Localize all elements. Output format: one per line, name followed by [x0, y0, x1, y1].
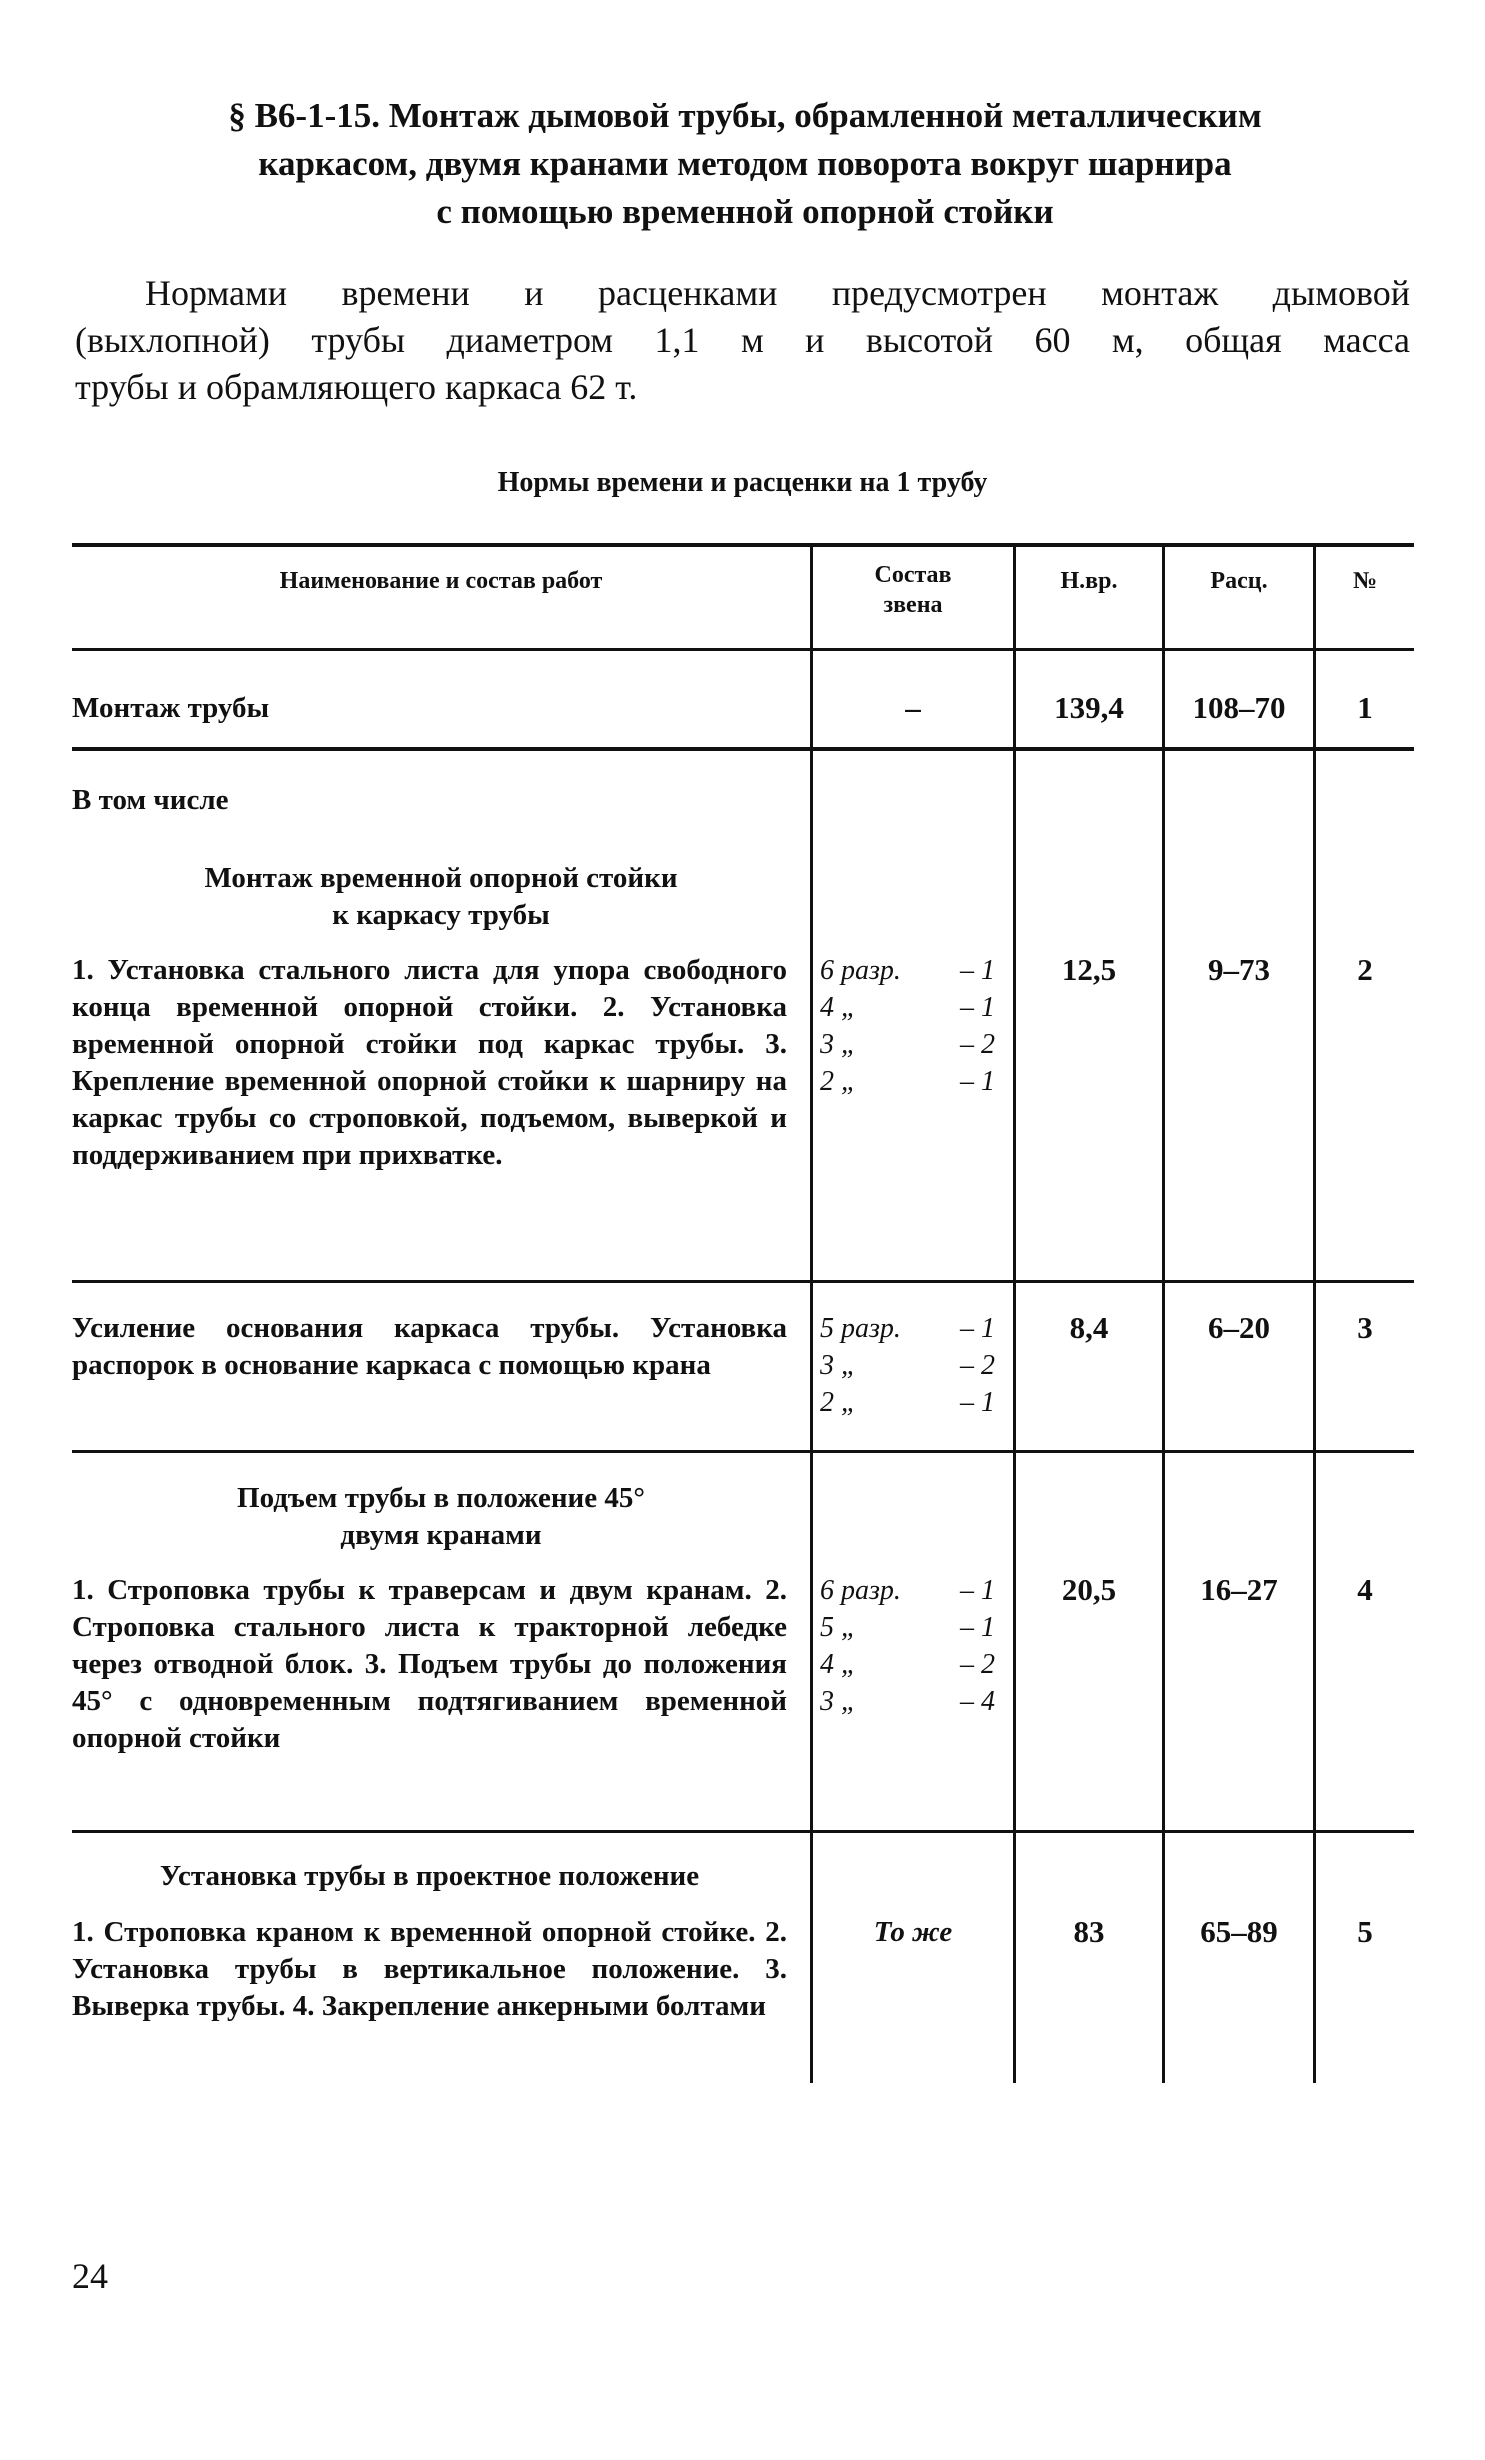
header-crew: [813, 560, 1013, 620]
row4-subheading-line-1: Подъем трубы в положение 45°: [237, 1482, 645, 1514]
table-rule-main: [72, 747, 1414, 751]
row2-subheading-line-2: к каркасу трубы: [332, 899, 550, 931]
table-rule-top: [72, 543, 1414, 547]
table-rule-header: [72, 648, 1414, 651]
row2-number: 2: [1357, 952, 1373, 987]
row2-description: 1. Установка стального листа для упора свободного конца временной опорной стойки. 2. Установка временной опорной стойки под каркас трубы. 3. Крепление временной опорной стойки к шарниру на каркас трубы со строповкой, подъемом, выверкой и поддерживанием при прихватке.: [72, 954, 787, 1171]
row4-subheading-line-2: двумя кранами: [340, 1519, 542, 1551]
header-rate: Расц.: [1210, 568, 1268, 594]
row3-crew: [820, 1310, 995, 1421]
row-main-crew: –: [905, 690, 921, 725]
row4-crew-item: 4 „ – 2: [820, 1649, 995, 1680]
row2-crew-item: 3 „ – 2: [820, 1029, 995, 1060]
row5-norm: 83: [1073, 1914, 1105, 1949]
row2-crew-item: 6 разр. – 1: [820, 955, 995, 986]
row4-norm: 20,5: [1061, 1572, 1117, 1607]
header-number: №: [1352, 568, 1378, 594]
page-number: 24: [72, 2256, 108, 2296]
including-label: В том числе: [72, 784, 229, 816]
row-main-name: Монтаж трубы: [72, 692, 270, 724]
table-rule-row4: [72, 1830, 1414, 1833]
row-main-number: 1: [1357, 690, 1373, 725]
row-main-norm: 139,4: [1054, 690, 1124, 725]
table-caption: Нормы времени и расценки на 1 трубу: [497, 467, 988, 498]
table-rule-row2: [72, 1280, 1414, 1283]
row3-norm: 8,4: [1069, 1310, 1109, 1345]
row2-norm: 12,5: [1061, 952, 1117, 987]
section-title: [110, 92, 1380, 236]
row5-subheading: Установка трубы в проектное положение: [159, 1860, 700, 1892]
intro-line-2: (выхлопной) трубы диаметром 1,1 м и высотой 60 м, общая масса: [75, 320, 1410, 360]
intro-paragraph: [75, 270, 1410, 411]
row3-description: Усиление основания каркаса трубы. Установка распорок в основание каркаса с помощью крана: [72, 1312, 787, 1381]
row4-crew: [820, 1572, 995, 1720]
row5-crew: То же: [873, 1916, 953, 1948]
row5-rate: 65–89: [1200, 1914, 1278, 1949]
intro-line-1: Нормами времени и расценками предусмотрен монтаж дымовой: [145, 273, 1410, 313]
row4-description: 1. Строповка трубы к траверсам и двум кранам. 2. Строповка стального листа к тракторной лебедке через отводной блок. 3. Подъем трубы до положения 45° с одновременным подтягиванием временной опорной стойки: [72, 1574, 787, 1754]
intro-line-3: трубы и обрамляющего каркаса 62 т.: [75, 367, 638, 407]
row5-number: 5: [1357, 1914, 1373, 1949]
section-title-line-3: с помощью временной опорной стойки: [436, 192, 1054, 231]
header-crew-line-1: Состав: [874, 562, 952, 588]
row3-number: 3: [1357, 1310, 1373, 1345]
row-main-rate: 108–70: [1192, 690, 1286, 725]
header-norm: Н.вр.: [1060, 568, 1118, 594]
row3-crew-item: 2 „ – 1: [820, 1387, 995, 1418]
row2-crew-item: 2 „ – 1: [820, 1066, 995, 1097]
row2-crew-item: 4 „ – 1: [820, 992, 995, 1023]
row2-subheading-line-1: Монтаж временной опорной стойки: [204, 862, 678, 894]
row3-rate: 6–20: [1208, 1310, 1270, 1345]
table-rule-row3: [72, 1450, 1414, 1453]
table-col-rule-1: [810, 543, 813, 2083]
row2-rate: 9–73: [1208, 952, 1270, 987]
row4-crew-item: 6 разр. – 1: [820, 1575, 995, 1606]
row4-rate: 16–27: [1200, 1572, 1278, 1607]
row4-crew-item: 5 „ – 1: [820, 1612, 995, 1643]
row5-description: 1. Строповка краном к временной опорной стойке. 2. Установка трубы в вертикальное положение. 3. Выверка трубы. 4. Закрепление анкерными болтами: [72, 1916, 787, 2022]
row4-crew-item: 3 „ – 4: [820, 1686, 995, 1717]
row2-crew: [820, 952, 995, 1100]
header-name: Наименование и состав работ: [279, 568, 603, 594]
header-crew-line-2: звена: [883, 592, 943, 618]
row3-crew-item: 5 разр. – 1: [820, 1313, 995, 1344]
row4-number: 4: [1357, 1572, 1373, 1607]
row3-crew-item: 3 „ – 2: [820, 1350, 995, 1381]
section-title-line-2: каркасом, двумя кранами методом поворота вокруг шарнира: [258, 144, 1232, 183]
row2-subheading: [72, 860, 810, 934]
section-title-line-1: § В6-1-15. Монтаж дымовой трубы, обрамленной металлическим: [228, 96, 1262, 135]
row4-subheading: [72, 1480, 810, 1554]
